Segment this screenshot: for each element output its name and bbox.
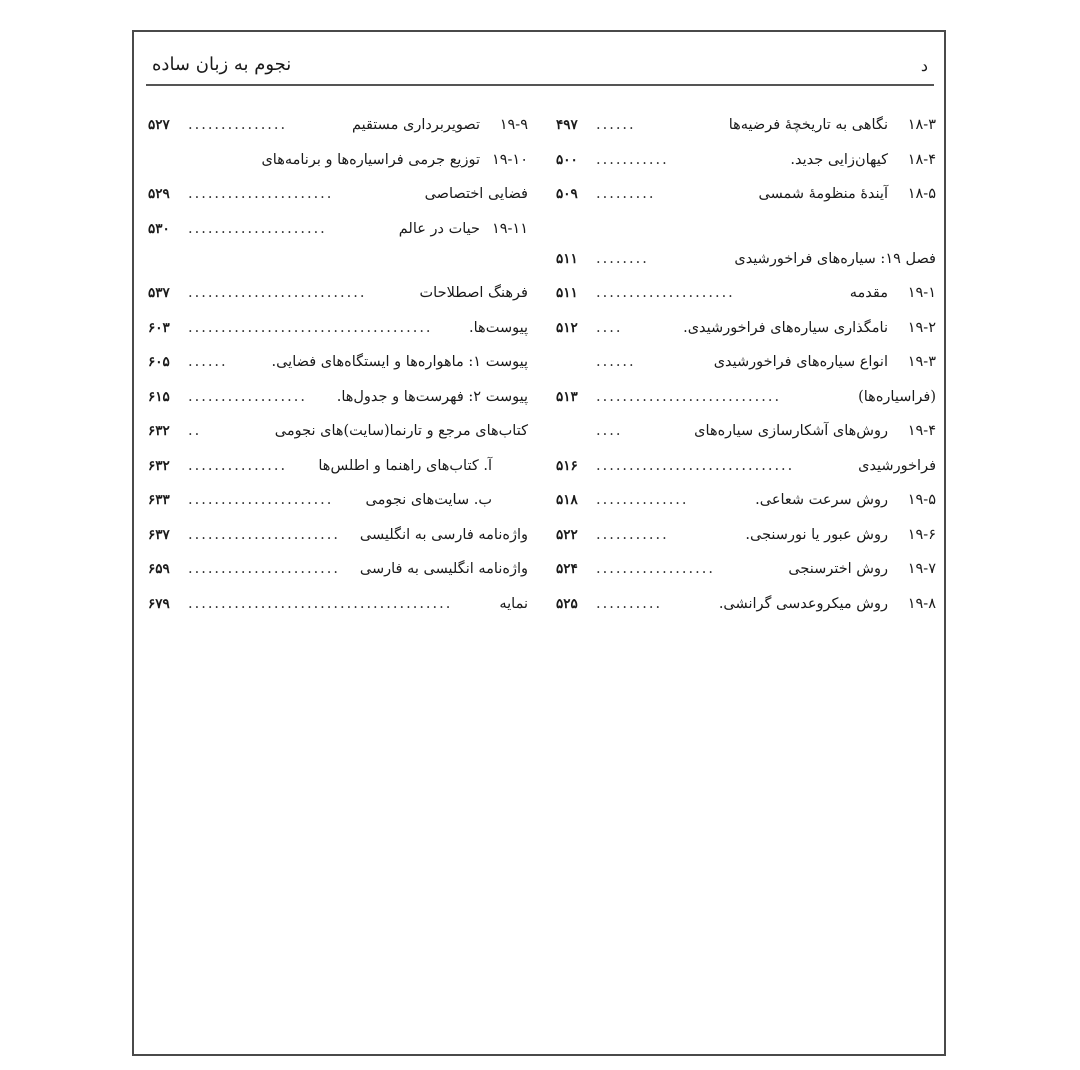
section-number: ۱۸-۵ bbox=[907, 186, 936, 202]
toc-entry bbox=[144, 449, 528, 484]
page-ref: ۵۰۹ bbox=[556, 177, 594, 212]
page-ref: ۵۱۶ bbox=[556, 449, 594, 484]
toc-entry bbox=[144, 143, 528, 178]
page-ref: ۵۳۷ bbox=[148, 276, 186, 311]
entry-title: توزیع جرمی فراسیاره‌ها و برنامه‌های bbox=[261, 151, 480, 168]
toc-entry bbox=[552, 108, 936, 143]
page-ref: ۵۳۰ bbox=[148, 212, 186, 247]
leader-dots: ....................... bbox=[188, 561, 341, 577]
section-number: ۱۹-۲ bbox=[907, 319, 936, 336]
entry-title: کتاب‌های مرجع و تارنما(سایت)های نجومی bbox=[274, 423, 528, 439]
toc-entry bbox=[552, 552, 936, 587]
toc-entry bbox=[144, 518, 528, 553]
toc-entry bbox=[552, 449, 936, 484]
page-ref: ۶۳۲ bbox=[148, 449, 186, 484]
section-number: ۱۹-۷ bbox=[907, 561, 936, 577]
toc-entry bbox=[144, 108, 528, 143]
leader-dots: ......... bbox=[596, 186, 656, 202]
toc-entry bbox=[552, 242, 936, 277]
toc-entry bbox=[144, 345, 528, 380]
leader-dots: ............................ bbox=[596, 388, 782, 405]
entry-title: واژه‌نامه فارسی به انگلیسی bbox=[359, 526, 528, 543]
leader-dots: .... bbox=[596, 319, 623, 336]
page-ref: ۵۱۱ bbox=[556, 276, 594, 311]
entry-title: روش عبور یا نورسنجی. bbox=[745, 526, 888, 543]
page-ref: ۵۲۹ bbox=[148, 177, 186, 212]
toc-entry bbox=[552, 311, 936, 346]
leader-dots: ............... bbox=[188, 117, 288, 133]
entry-title: روش‌های آشکارسازی سیاره‌های bbox=[694, 423, 888, 439]
entry-title: مقدمه bbox=[849, 285, 888, 301]
toc-entry bbox=[552, 276, 936, 311]
toc-entry bbox=[144, 212, 528, 247]
toc-entry bbox=[552, 143, 936, 178]
toc-entry bbox=[552, 587, 936, 622]
page-ref: ۵۱۱ bbox=[556, 242, 594, 277]
book-title: نجوم به زبان ساده bbox=[152, 54, 292, 75]
page-ref: ۵۲۴ bbox=[556, 552, 594, 587]
leader-dots: .............................. bbox=[596, 457, 795, 474]
section-number: ۱۹-۵ bbox=[907, 492, 936, 508]
entry-title: (فراسیاره‌ها) bbox=[858, 388, 936, 405]
page-ref: ۶۷۹ bbox=[148, 587, 186, 622]
entry-title: حیات در عالم bbox=[398, 220, 480, 237]
page-ref: ۵۱۸ bbox=[556, 483, 594, 518]
page-ref: ۶۱۵ bbox=[148, 380, 186, 415]
page-ref: ۶۰۵ bbox=[148, 345, 186, 380]
leader-dots: ........ bbox=[596, 250, 649, 267]
toc-entry bbox=[552, 212, 936, 242]
entry-title: تصویربرداری مستقیم bbox=[351, 117, 480, 133]
toc-entry bbox=[144, 311, 528, 346]
toc-entry bbox=[144, 177, 528, 212]
section-number: ۱۹-۶ bbox=[907, 526, 936, 543]
toc-entry bbox=[552, 177, 936, 212]
entry-title: فراخورشیدی bbox=[858, 457, 936, 474]
page-ref: ۵۰۰ bbox=[556, 143, 594, 178]
leader-dots: .... bbox=[596, 423, 623, 439]
entry-title: پیوست ۲: فهرست‌ها و جدول‌ها. bbox=[336, 388, 528, 405]
leader-dots: .......... bbox=[596, 595, 663, 612]
toc-entry bbox=[552, 518, 936, 553]
toc-entry bbox=[144, 380, 528, 415]
leader-dots: ....................... bbox=[188, 526, 341, 543]
entry-title: روش میکروعدسی گرانشی. bbox=[718, 595, 888, 612]
toc-entry bbox=[144, 246, 528, 276]
page-header bbox=[146, 40, 934, 86]
page-ref: ۵۲۷ bbox=[148, 108, 186, 143]
entry-title: روش اخترسنجی bbox=[788, 561, 888, 577]
leader-dots: ...... bbox=[596, 354, 636, 370]
entry-title: نگاهی به تاریخچهٔ فرضیه‌ها bbox=[728, 117, 888, 133]
entry-title: انواع سیاره‌های فراخورشیدی bbox=[713, 354, 888, 370]
section-number: ۱۹-۸ bbox=[907, 595, 936, 612]
entry-title: فصل ۱۹: سیاره‌های فراخورشیدی bbox=[734, 250, 936, 267]
entry-title: آ. کتاب‌های راهنما و اطلس‌ها bbox=[318, 457, 492, 474]
section-number: ۱۹-۱ bbox=[907, 285, 936, 301]
toc-entry bbox=[144, 414, 528, 449]
entry-title: روش سرعت شعاعی. bbox=[755, 492, 888, 508]
toc-entry bbox=[552, 414, 936, 449]
entry-title: نمایه bbox=[499, 595, 528, 612]
toc-entry bbox=[144, 276, 528, 311]
page-ref: ۵۲۲ bbox=[556, 518, 594, 553]
leader-dots: .................. bbox=[596, 561, 715, 577]
leader-dots: ...................... bbox=[188, 186, 334, 202]
entry-title: کیهان‌زایی جدید. bbox=[790, 151, 888, 168]
entry-title: واژه‌نامه انگلیسی به فارسی bbox=[359, 561, 528, 577]
leader-dots: ..................... bbox=[596, 285, 735, 301]
leader-dots: .. bbox=[188, 423, 202, 439]
leader-dots: ............... bbox=[188, 457, 288, 474]
section-number: ۱۹-۳ bbox=[907, 354, 936, 370]
leader-dots: .............. bbox=[596, 492, 689, 508]
entry-title: نامگذاری سیاره‌های فراخورشیدی. bbox=[683, 319, 888, 336]
section-number: ۱۹-۹ bbox=[499, 117, 528, 133]
page-ref: ۶۵۹ bbox=[148, 552, 186, 587]
entry-title: پیوست ۱: ماهواره‌ها و ایستگاه‌های فضایی. bbox=[271, 354, 528, 370]
page-ref: ۵۱۲ bbox=[556, 311, 594, 346]
section-number: ۱۸-۳ bbox=[907, 117, 936, 133]
leader-dots: ...... bbox=[188, 354, 228, 370]
toc-entry bbox=[552, 380, 936, 415]
page-number: د bbox=[920, 56, 928, 75]
page-ref: ۶۳۳ bbox=[148, 483, 186, 518]
leader-dots: ...... bbox=[596, 117, 636, 133]
toc-entry bbox=[144, 483, 528, 518]
toc-column-right bbox=[552, 108, 936, 621]
page-ref: ۵۱۳ bbox=[556, 380, 594, 415]
section-number: ۱۹-۱۱ bbox=[491, 220, 528, 237]
section-number: ۱۹-۴ bbox=[907, 423, 936, 439]
leader-dots: ...................... bbox=[188, 492, 334, 508]
toc-entry bbox=[552, 483, 936, 518]
page-ref: ۴۹۷ bbox=[556, 108, 594, 143]
leader-dots: ..................... bbox=[188, 220, 327, 237]
leader-dots: ........... bbox=[596, 526, 669, 543]
leader-dots: ........................... bbox=[188, 285, 367, 301]
leader-dots: ........... bbox=[596, 151, 669, 168]
leader-dots: ..................................... bbox=[188, 319, 433, 336]
entry-title: آیندهٔ منظومهٔ شمسی bbox=[758, 186, 888, 202]
entry-title: فرهنگ اصطلاحات bbox=[419, 285, 528, 301]
entry-title: ب. سایت‌های نجومی bbox=[365, 492, 492, 508]
leader-dots: .................. bbox=[188, 388, 307, 405]
toc-column-left bbox=[144, 108, 528, 621]
section-number: ۱۸-۴ bbox=[907, 151, 936, 168]
page-ref: ۶۳۲ bbox=[148, 414, 186, 449]
document-page bbox=[132, 30, 946, 1056]
section-number: ۱۹-۱۰ bbox=[491, 151, 528, 168]
toc-entry bbox=[552, 345, 936, 380]
toc-entry bbox=[144, 552, 528, 587]
page-ref: ۶۳۷ bbox=[148, 518, 186, 553]
page-ref: ۶۰۳ bbox=[148, 311, 186, 346]
toc-entry bbox=[144, 587, 528, 622]
leader-dots: ........................................ bbox=[188, 595, 453, 612]
entry-title: فضایی اختصاصی bbox=[424, 186, 528, 202]
page-ref: ۵۲۵ bbox=[556, 587, 594, 622]
entry-title: پیوست‌ها. bbox=[469, 319, 528, 336]
